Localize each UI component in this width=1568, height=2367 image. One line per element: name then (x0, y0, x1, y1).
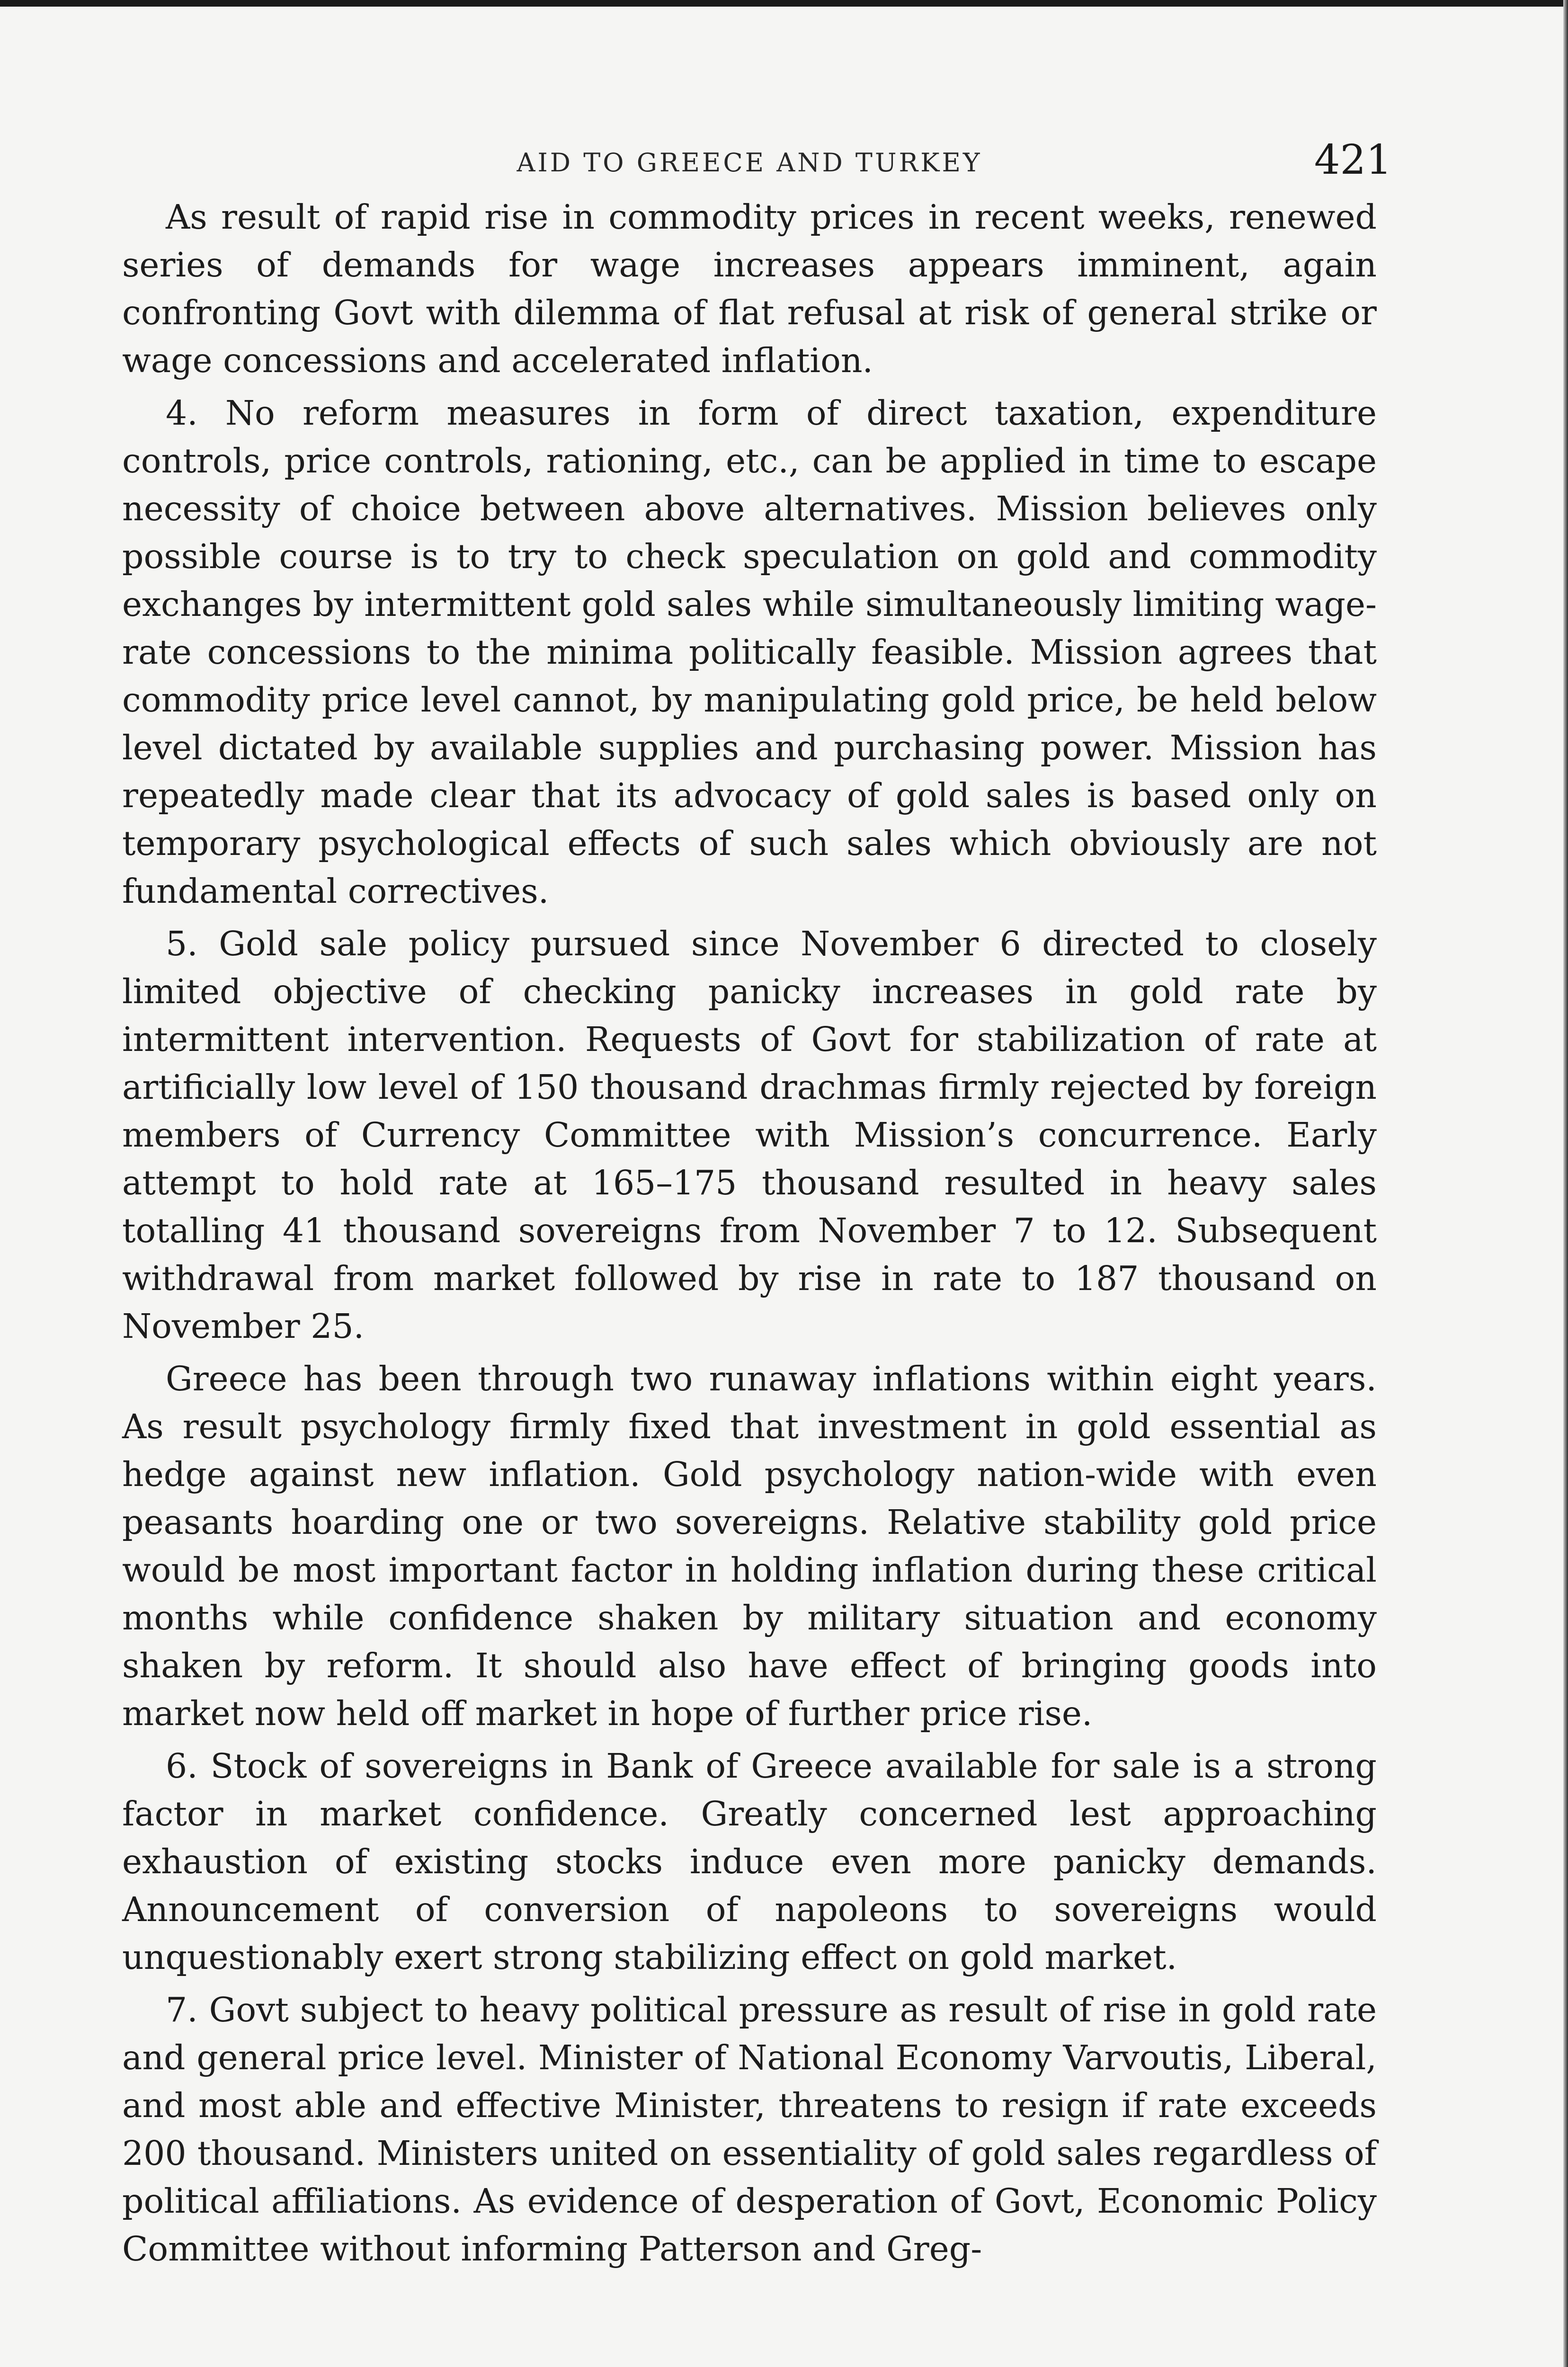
page-edge-shadow (1563, 0, 1568, 2367)
paragraph-continuation: As result of rapid rise in commodity prices in recent weeks, renewed series of demands for wage increases appears imminent, again confronting Govt with dilemma of flat refusal at risk of general strike or wage concessions and accelerated inflation. (122, 197, 1377, 380)
paragraph-4: 4. No reform measures in form of direct taxation, expenditure controls, price controls, rationing, etc., can be applied in time to escape necessity of choice between above alternatives. Mission believes only possible course is to try to check speculation on gold and commodity exchanges by intermittent gold sales while simultaneously limiting wage-rate concessions to the minima politically feasible. Mission agrees that commodity price level cannot, by manipulating gold price, be held below level dictated by available supplies and purchasing power. Mission has repeatedly made clear that its advocacy of gold sales is based only on temporary psychological effects of such sales which obviously are not fundamental correctives. (122, 393, 1377, 911)
body-text (122, 193, 1377, 2273)
book-page (122, 133, 1392, 2278)
running-head-title: AID TO GREECE AND TURKEY (517, 148, 982, 178)
paragraph-7: 7. Govt subject to heavy political pressure as result of rise in gold rate and general price level. Minister of National Economy Varvoutis, Liberal, and most able and effective Minister, threatens to resign if rate exceeds 200 thousand. Ministers united on essentiality of gold sales regardless of political affiliations. As evidence of desperation of Govt, Economic Policy Committee without informing Patterson and Greg- (122, 1990, 1377, 2269)
paragraph-6: 6. Stock of sovereigns in Bank of Greece available for sale is a strong factor in market confidence. Greatly concerned lest approaching exhaustion of existing stocks induce even more panicky demands. Announcement of conversion of napoleons to sovereigns would unquestionably exert strong stabilizing effect on gold market. (122, 1746, 1377, 1977)
top-border-rule (0, 0, 1568, 7)
paragraph-greece-inflation: Greece has been through two runaway inflations within eight years. As result psychology firmly fixed that investment in gold essential as hedge against new inflation. Gold psychology nation-wide with even peasants hoarding one or two sovereigns. Relative stability gold price would be most important factor in holding inflation during these critical months while confidence shaken by military situation and economy shaken by reform. It should also have effect of bringing goods into market now held off market in hope of further price rise. (122, 1359, 1377, 1733)
page-number: 421 (1314, 136, 1392, 184)
paragraph-5: 5. Gold sale policy pursued since November 6 directed to closely limited objective of checking panicky increases in gold rate by intermittent intervention. Requests of Govt for stabilization of rate at artificially low level of 150 thousand drachmas firmly rejected by foreign members of Currency Committee with Mission’s concurrence. Early attempt to hold rate at 165–175 thousand resulted in heavy sales totalling 41 thousand sovereigns from November 7 to 12. Subsequent withdrawal from market followed by rise in rate to 187 thousand on November 25. (122, 924, 1377, 1346)
page-header (122, 133, 1392, 189)
